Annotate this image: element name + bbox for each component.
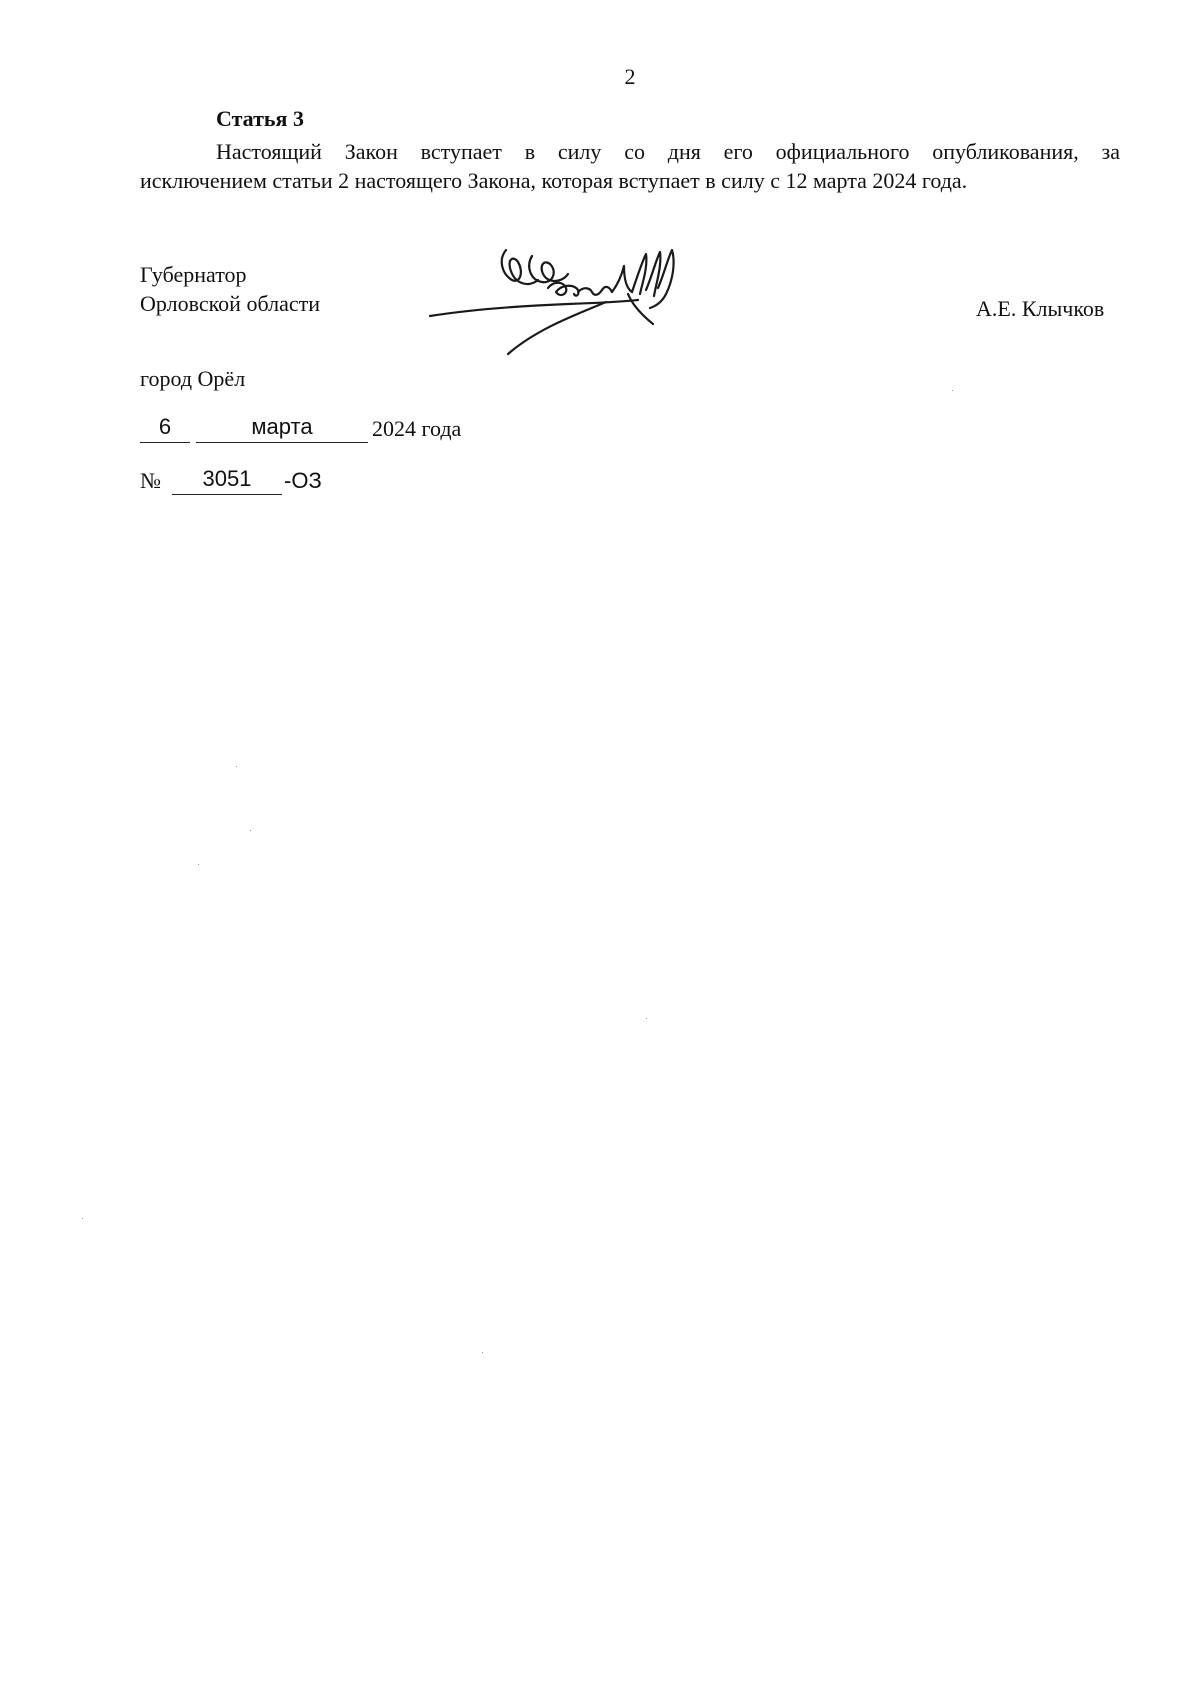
city-of-signing: город Орёл bbox=[140, 366, 246, 391]
scan-speck bbox=[952, 390, 953, 391]
governor-position-line-2: Орловской области bbox=[140, 291, 320, 316]
article-title: Статья 3 bbox=[216, 106, 304, 131]
signer-name: А.Е. Клычков bbox=[976, 296, 1105, 321]
scan-speck bbox=[646, 1018, 647, 1019]
scan-speck bbox=[250, 830, 251, 831]
article-body-line-2: исключением статьи 2 настоящего Закона, которая вступает в силу с 12 марта 2024 года. bbox=[140, 168, 968, 193]
law-number bbox=[140, 466, 540, 500]
article-body bbox=[140, 137, 1120, 195]
article-body-line-1: Настоящий Закон вступает в силу со дня его официального опубликования, за bbox=[216, 139, 1120, 164]
date-month-field: марта bbox=[196, 414, 368, 443]
number-sign: № bbox=[140, 468, 161, 493]
handwritten-signature bbox=[428, 244, 708, 356]
law-number-suffix: -ОЗ bbox=[284, 468, 322, 493]
governor-position-line-1: Губернатор bbox=[140, 262, 247, 287]
page-number: 2 bbox=[624, 64, 636, 89]
scan-speck bbox=[482, 1352, 483, 1353]
date-year-text: 2024 года bbox=[372, 416, 462, 441]
governor-title bbox=[140, 260, 320, 318]
date-of-signing bbox=[140, 414, 640, 448]
scan-speck bbox=[198, 864, 199, 865]
law-number-field: 3051 bbox=[172, 466, 282, 495]
scan-speck bbox=[82, 1218, 83, 1219]
scan-speck bbox=[236, 766, 237, 767]
date-day-field: 6 bbox=[140, 414, 190, 443]
